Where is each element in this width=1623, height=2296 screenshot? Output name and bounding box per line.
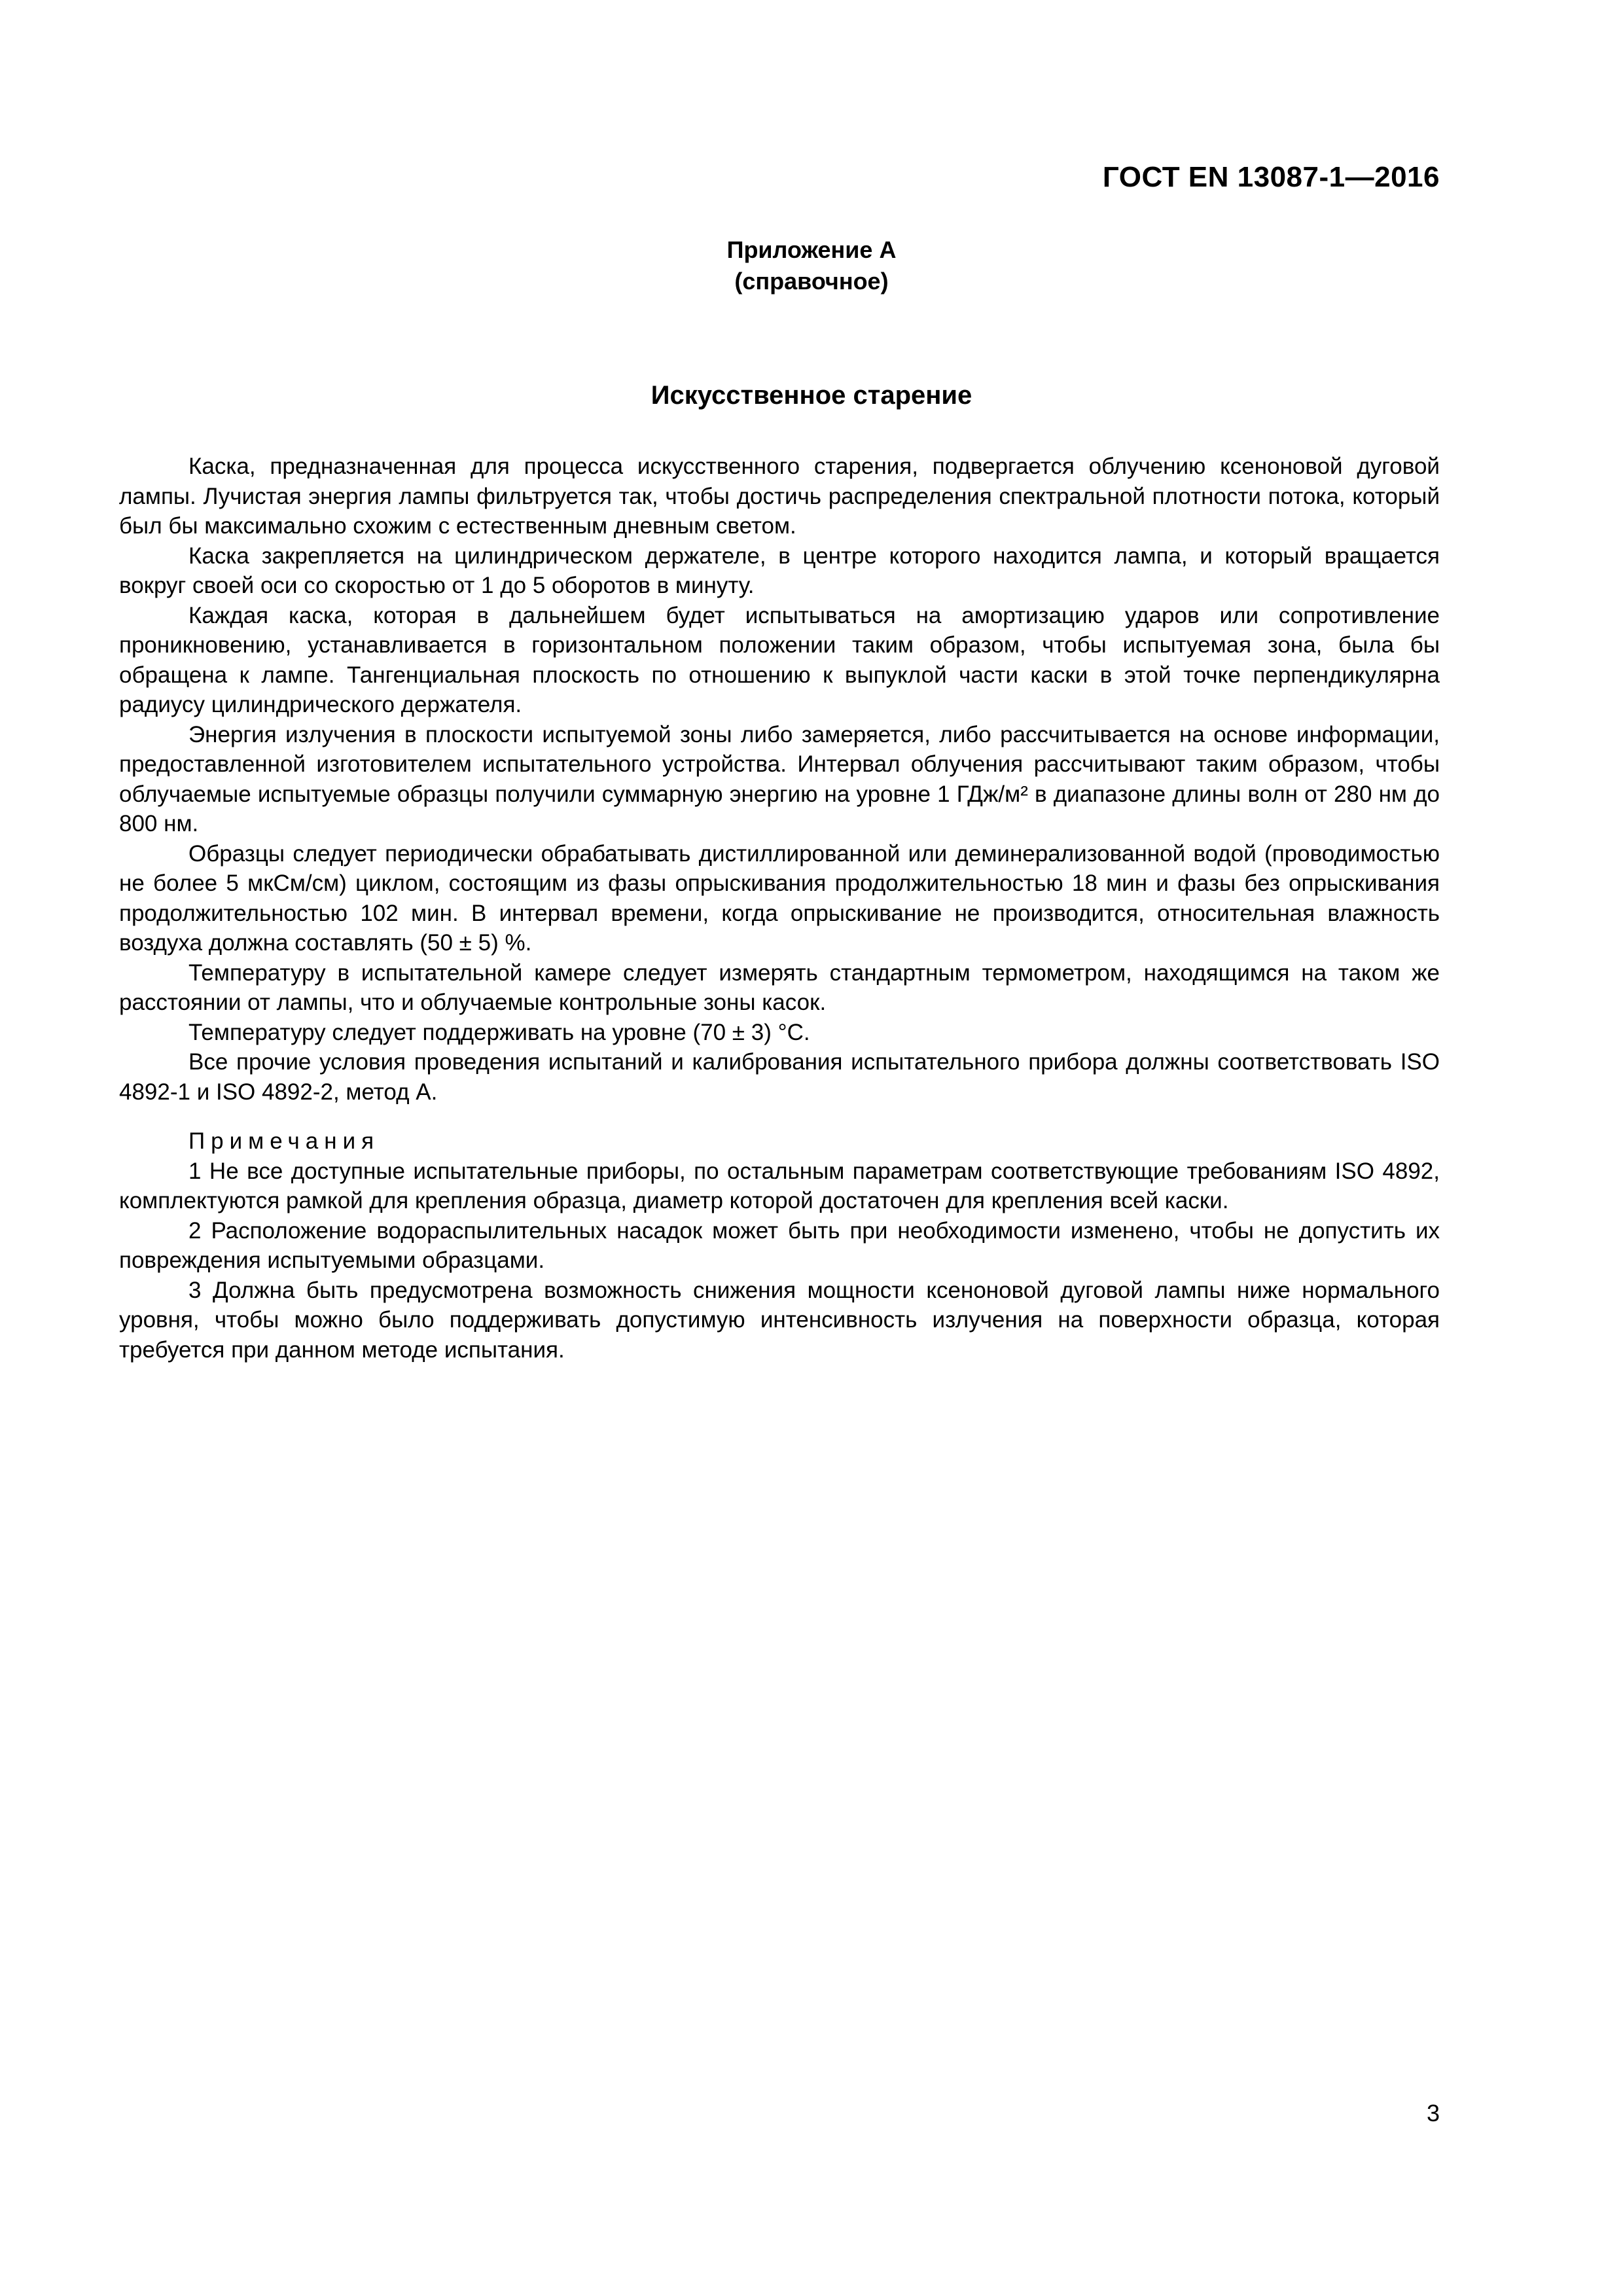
paragraph: Каска закрепляется на цилиндрическом держателе, в центре которого находится лампа, и который вращается вокруг своей оси со скоростью от 1 до 5 оборотов в минуту. [119,543,1440,598]
annex-title: Приложение А [726,236,897,263]
annex-header [0,234,1623,297]
paragraph: Образцы следует периодически обрабатывать дистиллированной или деминерализованной водой (проводимостью не более 5 мкСм/см) циклом, состоящим из фазы опрыскивания продолжительностью 18 мин и фазы без опрыскивания продолжительностью 102 мин. В интервал времени, когда опрыскивание не производится, относительная влажность воздуха должна составлять (50 ± 5) %. [119,840,1440,956]
note-item: 2 Расположение водораспылительных насадок может быть при необходимости изменено, чтобы не допустить их повреждения испытуемыми образцами. [119,1217,1440,1273]
page-number: 3 [1426,2100,1440,2126]
paragraph: Температуру в испытательной камере следует измерять стандартным термометром, находящимся на таком же расстоянии от лампы, что и облучаемые контрольные зоны касок. [119,960,1440,1015]
document-body [119,452,1440,1365]
paragraph: Каска, предназначенная для процесса искусственного старения, подвергается облучению ксеноновой дуговой лампы. Лучистая энергия лампы фильтруется так, чтобы достичь распределения спектральной плотности потока, который был бы максимально схожим с естественным дневным светом. [119,454,1440,539]
notes-heading: Примечания [188,1128,380,1154]
note-item: 3 Должна быть предусмотрена возможность снижения мощности ксеноновой дуговой лампы ниже нормального уровня, чтобы можно было поддерживать допустимую интенсивность излучения на поверхности образца, которая требуется при данном методе испытания. [119,1277,1440,1363]
paragraph: Температуру следует поддерживать на уровне (70 ± 3) °С. [188,1019,810,1045]
paragraph: Все прочие условия проведения испытаний и калибрования испытательного прибора должны соответствовать ISO 4892-1 и ISO 4892-2, метод А. [119,1049,1440,1105]
paragraph: Каждая каска, которая в дальнейшем будет испытываться на амортизацию ударов или сопротивление проникновению, устанавливается в горизонтальном положении таким образом, чтобы испытуемая зона, была бы обращена к лампе. Тангенциальная плоскость по отношению к выпуклой части каски в этой точке перпендикулярна радиусу цилиндрического держателя. [119,602,1440,717]
note-item: 1 Не все доступные испытательные приборы, по остальным параметрам соответствующие требованиям ISO 4892, комплектуются рамкой для крепления образца, диаметр которой достаточен для крепления всей каски. [119,1158,1440,1213]
paragraph: Энергия излучения в плоскости испытуемой зоны либо замеряется, либо рассчитывается на основе информации, предоставленной изготовителем испытательного устройства. Интервал облучения рассчитывают таким образом, чтобы облучаемые испытуемые образцы получили суммарную энергию на уровне 1 ГДж/м² в диапазоне длины волн от 280 нм до 800 нм. [119,721,1440,836]
section-title: Искусственное старение [651,381,972,410]
document-code: ГОСТ EN 13087-1—2016 [1102,161,1440,193]
annex-status: (справочное) [734,268,889,295]
notes-section [119,1126,1440,1365]
